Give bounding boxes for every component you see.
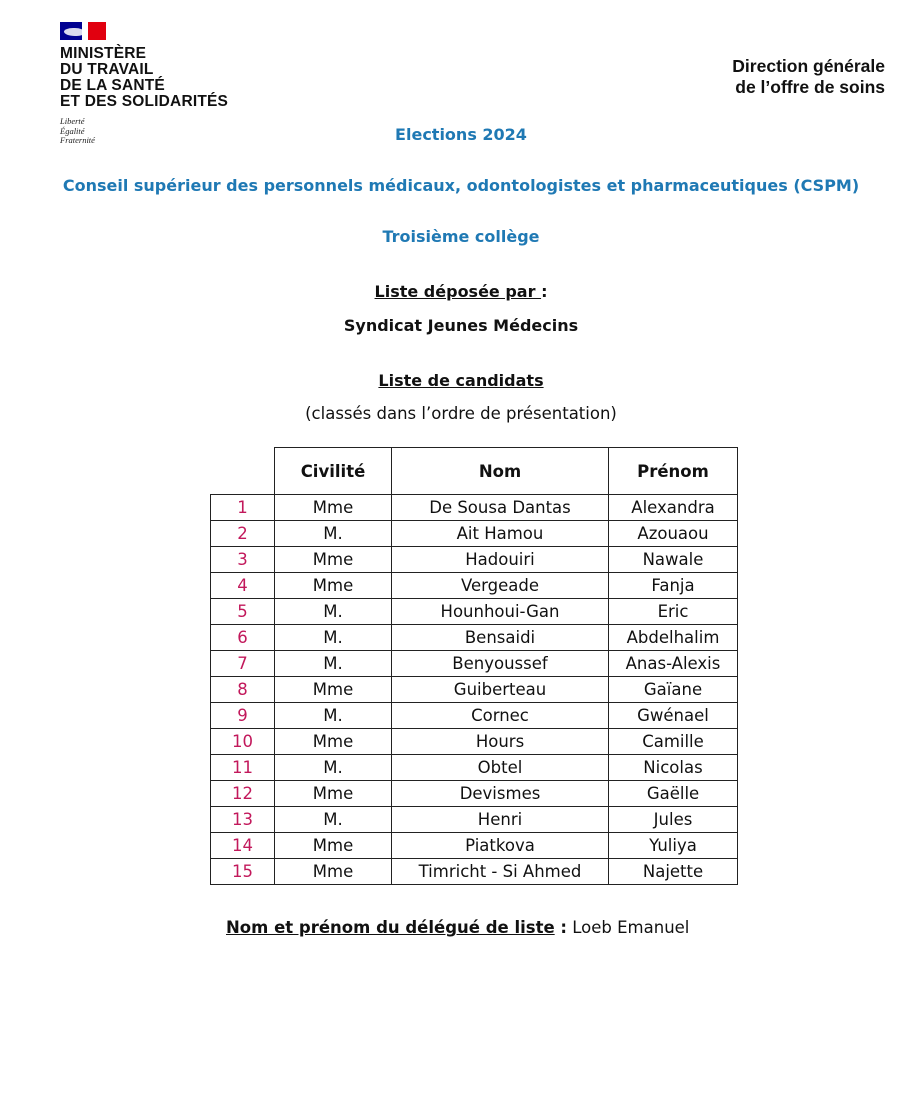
direction-line: Direction générale <box>732 56 885 76</box>
table-row <box>211 573 738 599</box>
candidate-number: 4 <box>211 573 275 599</box>
candidate-civilite: M. <box>275 651 392 677</box>
candidate-number: 8 <box>211 677 275 703</box>
candidate-civilite: Mme <box>275 859 392 885</box>
table-row <box>211 833 738 859</box>
candidate-civilite: Mme <box>275 833 392 859</box>
candidate-prenom: Camille <box>609 729 738 755</box>
candidate-nom: Timricht - Si Ahmed <box>392 859 609 885</box>
candidate-number: 15 <box>211 859 275 885</box>
organization-name: Syndicat Jeunes Médecins <box>343 316 579 335</box>
candidate-nom: Hadouiri <box>392 547 609 573</box>
candidates-heading <box>0 371 922 390</box>
motto-line: Fraternité <box>60 135 95 145</box>
candidate-civilite: M. <box>275 703 392 729</box>
table-header-row <box>211 448 738 495</box>
candidate-prenom: Najette <box>609 859 738 885</box>
candidate-number: 13 <box>211 807 275 833</box>
candidate-nom: Guiberteau <box>392 677 609 703</box>
candidate-civilite: M. <box>275 755 392 781</box>
candidates-table <box>210 447 738 885</box>
candidate-prenom: Nawale <box>609 547 738 573</box>
candidate-nom: Henri <box>392 807 609 833</box>
header-civilite: Civilité <box>275 448 392 495</box>
candidate-civilite: Mme <box>275 547 392 573</box>
ministry-line: DU TRAVAIL <box>60 61 154 78</box>
deposited-by-colon: : <box>541 282 548 301</box>
ministry-line: ET DES SOLIDARITÉS <box>60 93 229 110</box>
candidate-nom: Bensaidi <box>392 625 609 651</box>
candidate-prenom: Fanja <box>609 573 738 599</box>
candidate-nom: Ait Hamou <box>392 521 609 547</box>
table-row <box>211 521 738 547</box>
candidate-prenom: Gaïane <box>609 677 738 703</box>
candidate-prenom: Nicolas <box>609 755 738 781</box>
candidate-number: 1 <box>211 495 275 521</box>
candidate-number: 5 <box>211 599 275 625</box>
candidate-nom: Cornec <box>392 703 609 729</box>
header-nom: Nom <box>392 448 609 495</box>
table-row <box>211 547 738 573</box>
candidate-nom: Devismes <box>392 781 609 807</box>
table-row <box>211 755 738 781</box>
candidate-number: 9 <box>211 703 275 729</box>
deposited-by-label <box>0 282 922 301</box>
delegate-colon: : <box>554 918 568 937</box>
list-delegate <box>226 918 689 937</box>
marianne-flag-icon <box>60 22 106 40</box>
candidate-number: 2 <box>211 521 275 547</box>
candidate-nom: Vergeade <box>392 573 609 599</box>
candidate-number: 14 <box>211 833 275 859</box>
table-row <box>211 807 738 833</box>
candidate-civilite: Mme <box>275 677 392 703</box>
direction-title <box>732 56 885 98</box>
motto-line: Liberté <box>60 116 85 126</box>
motto-line: Égalité <box>60 125 85 136</box>
candidate-prenom: Azouaou <box>609 521 738 547</box>
table-row <box>211 729 738 755</box>
candidate-prenom: Gwénael <box>609 703 738 729</box>
table-row <box>211 651 738 677</box>
table-row <box>211 495 738 521</box>
delegate-label: Nom et prénom du délégué de liste <box>226 918 555 937</box>
table-row <box>211 677 738 703</box>
header-empty-cell <box>211 448 275 495</box>
candidate-prenom: Jules <box>609 807 738 833</box>
ministry-name <box>60 46 260 110</box>
candidate-civilite: Mme <box>275 781 392 807</box>
table-row <box>211 781 738 807</box>
order-note: (classés dans l’ordre de présentation) <box>305 404 617 423</box>
candidate-number: 7 <box>211 651 275 677</box>
candidate-prenom: Yuliya <box>609 833 738 859</box>
candidate-nom: Piatkova <box>392 833 609 859</box>
direction-line: de l’offre de soins <box>735 77 885 97</box>
candidate-civilite: M. <box>275 521 392 547</box>
candidate-nom: Benyoussef <box>392 651 609 677</box>
candidate-prenom: Gaëlle <box>609 781 738 807</box>
table-row <box>211 599 738 625</box>
college-title: Troisième collège <box>382 227 540 246</box>
table-row <box>211 859 738 885</box>
table-row <box>211 703 738 729</box>
candidate-prenom: Alexandra <box>609 495 738 521</box>
candidate-civilite: M. <box>275 625 392 651</box>
candidate-number: 10 <box>211 729 275 755</box>
header-prenom: Prénom <box>609 448 738 495</box>
candidate-number: 11 <box>211 755 275 781</box>
delegate-value: Loeb Emanuel <box>567 918 690 937</box>
candidate-civilite: Mme <box>275 495 392 521</box>
council-title: Conseil supérieur des personnels médicaux, odontologistes et pharmaceutiques (CSPM) <box>62 176 860 195</box>
candidate-prenom: Anas-Alexis <box>609 651 738 677</box>
candidates-heading-text: Liste de candidats <box>378 371 544 390</box>
election-title: Elections 2024 <box>395 125 527 144</box>
candidate-nom: Hours <box>392 729 609 755</box>
ministry-line: DE LA SANTÉ <box>60 77 165 94</box>
candidate-number: 6 <box>211 625 275 651</box>
candidate-civilite: Mme <box>275 573 392 599</box>
candidate-prenom: Abdelhalim <box>609 625 738 651</box>
deposited-by-text: Liste déposée par <box>374 282 542 301</box>
candidates-table-body <box>211 495 738 885</box>
candidate-number: 12 <box>211 781 275 807</box>
candidate-nom: Hounhoui-Gan <box>392 599 609 625</box>
candidate-nom: De Sousa Dantas <box>392 495 609 521</box>
ministry-line: MINISTÈRE <box>60 45 147 62</box>
candidate-civilite: M. <box>275 599 392 625</box>
candidate-prenom: Eric <box>609 599 738 625</box>
table-row <box>211 625 738 651</box>
candidate-nom: Obtel <box>392 755 609 781</box>
candidate-civilite: Mme <box>275 729 392 755</box>
candidate-civilite: M. <box>275 807 392 833</box>
candidate-number: 3 <box>211 547 275 573</box>
